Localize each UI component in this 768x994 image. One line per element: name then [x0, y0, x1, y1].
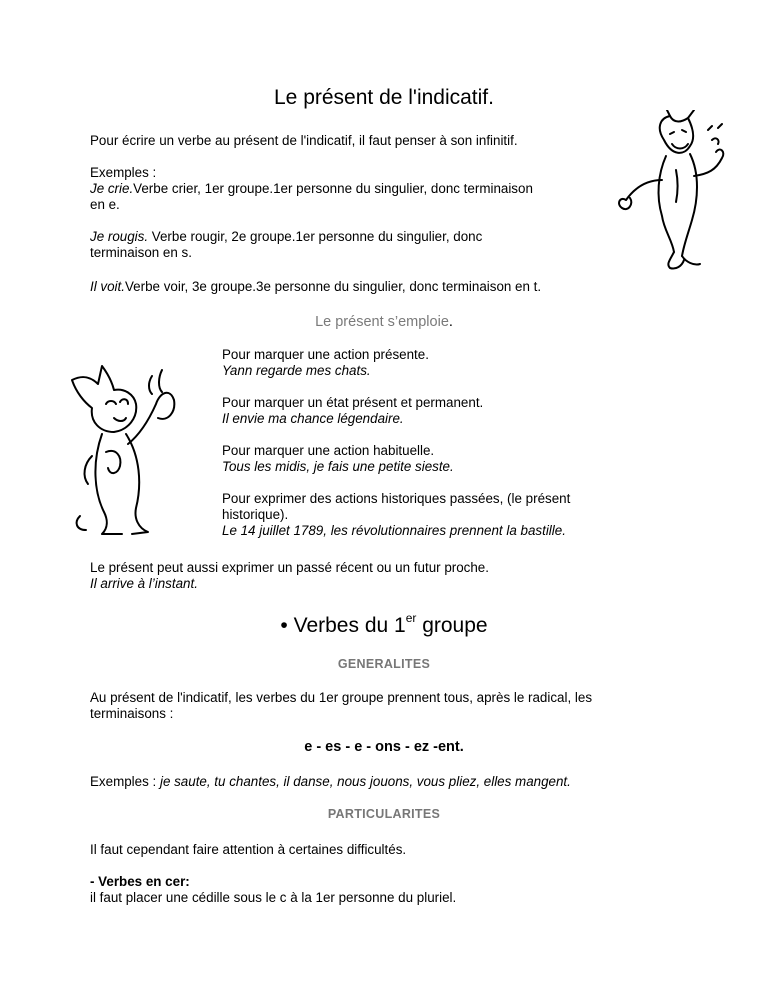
section-heading: • Verbes du 1er groupe	[280, 611, 488, 637]
section-subtitle: Le présent s’emploie.	[315, 314, 453, 330]
generalites-heading: GENERALITES	[337, 657, 431, 671]
particularites-paragraph: Il faut cependant faire attention à certaines difficultés.	[90, 842, 407, 857]
examples-label: Exemples :	[90, 165, 157, 180]
page-title: Le présent de l'indicatif.	[274, 86, 494, 109]
example-1-cont: en e.	[90, 197, 120, 212]
example-1: Je crie.Verbe crier, 1er groupe.1er personne du singulier, donc terminaison	[90, 181, 533, 196]
cartoon-cat-thinking-icon	[62, 352, 192, 542]
example-3: Il voit.Verbe voir, 3e groupe.3e personne du singulier, donc terminaison en t.	[90, 279, 542, 294]
use-item-1: Pour marquer une action présente. Yann regarde mes chats.	[222, 347, 429, 378]
use-item-2: Pour marquer un état présent et permanent. Il envie ma chance légendaire.	[222, 395, 484, 426]
particularites-heading: PARTICULARITES	[327, 807, 441, 821]
endings-line: e - es - e - ons - ez -ent.	[304, 739, 464, 755]
intro-paragraph: Pour écrire un verbe au présent de l'indicatif, il faut penser à son infinitif.	[90, 133, 518, 148]
generalites-paragraph: Au présent de l'indicatif, les verbes du 1er groupe prennent tous, après le radical, les terminaisons :	[90, 690, 593, 721]
use-item-4: Pour exprimer des actions historiques passées, (le présent historique). Le 14 juillet 1789, les révolutionnaires prennent la bastille.	[222, 491, 571, 538]
uses-list	[222, 347, 642, 539]
cer-block: - Verbes en cer: il faut placer une cédille sous le c à la 1er personne du pluriel.	[90, 874, 457, 905]
cartoon-cat-laughing-icon	[612, 110, 730, 275]
use-item-3: Pour marquer une action habituelle. Tous les midis, je fais une petite sieste.	[222, 443, 454, 474]
examples-2: Exemples : je saute, tu chantes, il danse, nous jouons, vous pliez, elles mangent.	[90, 774, 571, 789]
examples-block	[90, 165, 615, 261]
recent-paragraph: Le présent peut aussi exprimer un passé récent ou un futur proche. Il arrive à l’instant.	[90, 560, 489, 591]
example-2-cont: terminaison en s.	[90, 245, 192, 260]
example-2: Je rougis. Verbe rougir, 2e groupe.1er personne du singulier, donc	[90, 229, 483, 244]
